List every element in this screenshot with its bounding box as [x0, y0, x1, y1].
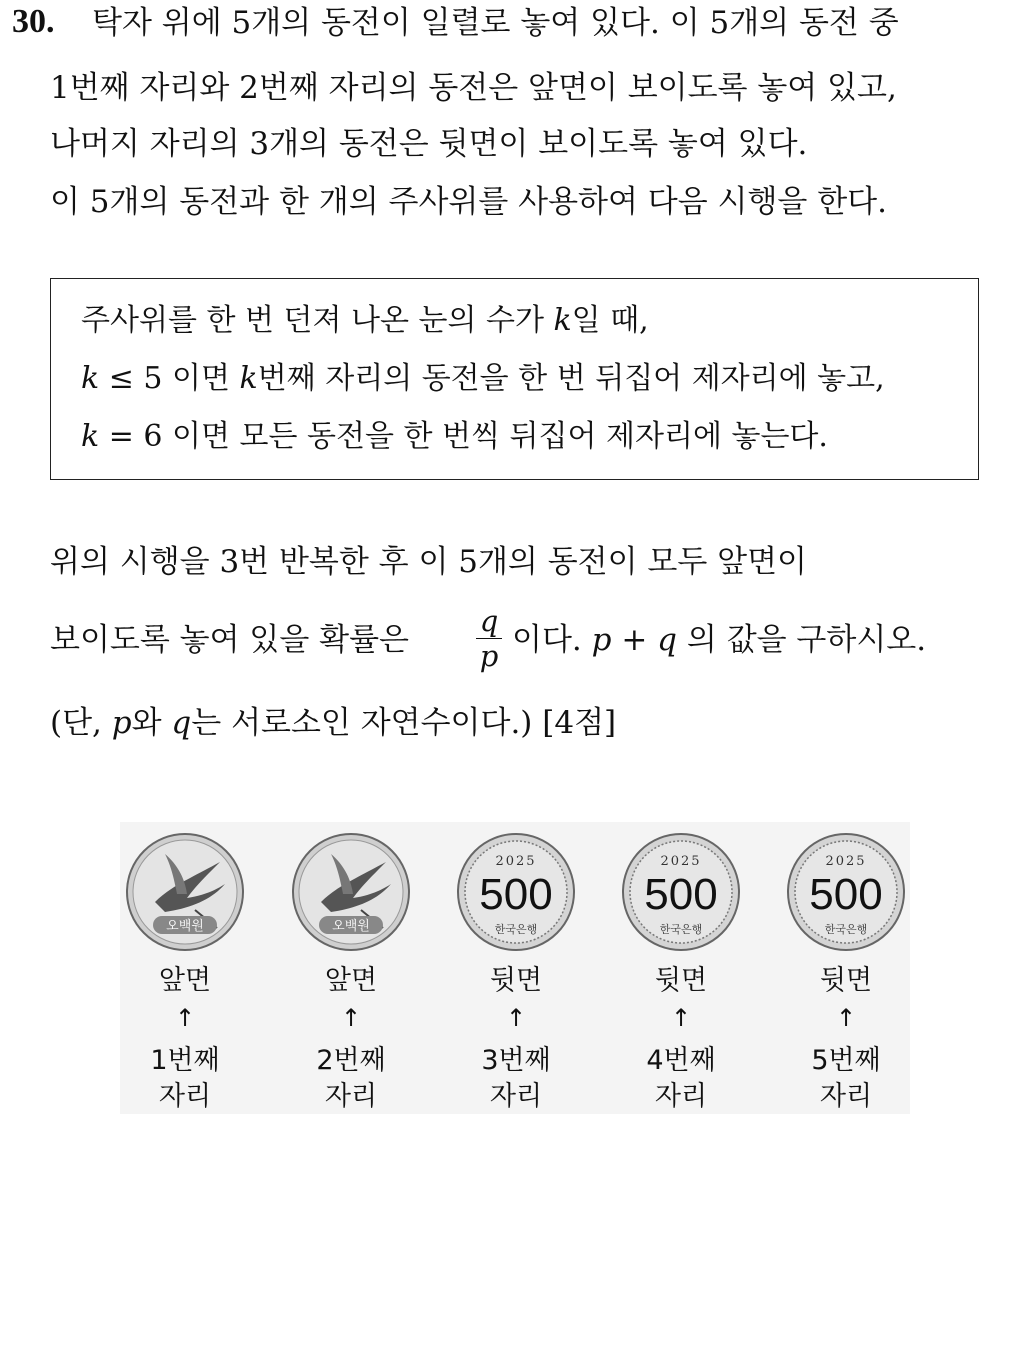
- coin-position-label: 4번째: [646, 1045, 716, 1076]
- svg-text:500: 500: [809, 870, 883, 919]
- coin-side-label: 앞면: [158, 965, 212, 996]
- coin-position-suffix: 자리: [324, 1081, 378, 1112]
- 500-coin-back-icon: [621, 832, 741, 952]
- coin-position-label: 3번째: [481, 1045, 551, 1076]
- svg-text:오백원: 오백원: [166, 919, 204, 934]
- 500-coin-back-icon: [456, 832, 576, 952]
- coin-position-suffix: 자리: [654, 1081, 708, 1112]
- after-line-3: (단, p와 q는 서로소인 자연수이다.) [4점]: [50, 705, 617, 741]
- rule-line-3: k = 6 이면 모든 동전을 한 번씩 뒤집어 제자리에 놓는다.: [81, 419, 828, 454]
- svg-text:한국은행: 한국은행: [824, 923, 868, 936]
- svg-text:한국은행: 한국은행: [659, 923, 703, 936]
- rule-line-2: k ≤ 5 이면 k번째 자리의 동전을 한 번 뒤집어 제자리에 놓고,: [81, 361, 885, 396]
- coin-position-suffix: 자리: [489, 1081, 543, 1112]
- rule-line-1: 주사위를 한 번 던져 나온 눈의 수가 k일 때,: [81, 303, 649, 338]
- crane-coin-icon: [125, 832, 245, 952]
- coin-position-label: 2번째: [316, 1045, 386, 1076]
- after-line-2a: 보이도록 놓여 있을 확률은: [50, 622, 409, 658]
- question-line-2: 1번째 자리와 2번째 자리의 동전은 앞면이 보이도록 놓여 있고,: [50, 70, 897, 106]
- after-line-1: 위의 시행을 3번 반복한 후 이 5개의 동전이 모두 앞면이: [50, 544, 807, 580]
- question-line-1: 탁자 위에 5개의 동전이 일렬로 놓여 있다. 이 5개의 동전 중: [92, 5, 899, 41]
- crane-coin-icon: [291, 832, 411, 952]
- question-number: 30.: [12, 3, 55, 40]
- coin-position-label: 5번째: [811, 1045, 881, 1076]
- svg-text:오백원: 오백원: [332, 919, 370, 934]
- up-arrow-icon: ↑: [670, 1004, 692, 1032]
- up-arrow-icon: ↑: [340, 1004, 362, 1032]
- coin-position-suffix: 자리: [158, 1081, 212, 1112]
- coin-side-label: 앞면: [324, 965, 378, 996]
- svg-text:2025: 2025: [495, 854, 537, 869]
- probability-fraction: [476, 606, 502, 671]
- after-line-2b: 이다. p + q 의 값을 구하시오.: [512, 622, 927, 658]
- svg-text:2025: 2025: [825, 854, 867, 869]
- fraction-denominator: p: [479, 639, 499, 673]
- svg-text:2025: 2025: [660, 854, 702, 869]
- svg-text:500: 500: [644, 870, 718, 919]
- up-arrow-icon: ↑: [174, 1004, 196, 1032]
- up-arrow-icon: ↑: [505, 1004, 527, 1032]
- coin-position-suffix: 자리: [819, 1081, 873, 1112]
- svg-text:500: 500: [479, 870, 553, 919]
- up-arrow-icon: ↑: [835, 1004, 857, 1032]
- coin-side-label: 뒷면: [489, 965, 543, 996]
- 500-coin-back-icon: [786, 832, 906, 952]
- trial-rule-box: [50, 278, 979, 480]
- fraction-numerator: q: [479, 604, 499, 638]
- coin-position-label: 1번째: [150, 1045, 220, 1076]
- coin-figure: [120, 822, 910, 1114]
- question-line-3: 나머지 자리의 3개의 동전은 뒷면이 보이도록 놓여 있다.: [50, 126, 808, 162]
- coin-side-label: 뒷면: [654, 965, 708, 996]
- svg-text:한국은행: 한국은행: [494, 923, 538, 936]
- coin-side-label: 뒷면: [819, 965, 873, 996]
- question-line-4: 이 5개의 동전과 한 개의 주사위를 사용하여 다음 시행을 한다.: [50, 184, 887, 220]
